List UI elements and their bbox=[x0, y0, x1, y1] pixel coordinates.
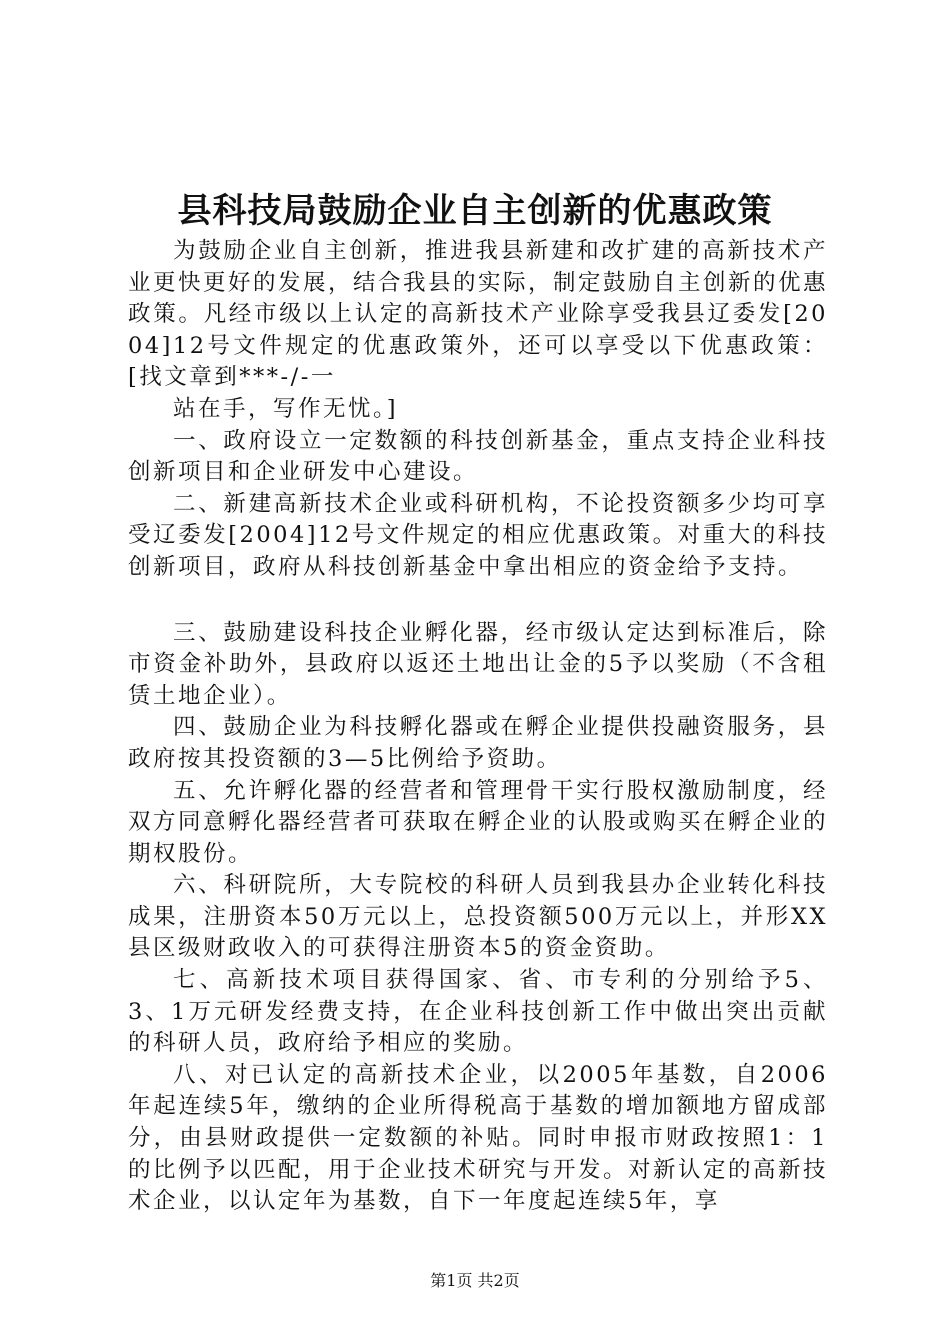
policy-item-8: 八、对已认定的高新技术企业，以2005年基数，自2006年起连续5年，缴纳的企业所得税高于基数的增加额地方留成部分，由县财政提供一定数额的补贴。同时申报市财政按照1：1的比例予以匹配，用于企业技术研究与开发。对新认定的高新技术企业，以认定年为基数，自下一年度起连续5年，享 bbox=[128, 1061, 829, 1215]
policy-item-2: 二、新建高新技术企业或科研机构，不论投资额多少均可享受辽委发[2004]12号文件规定的相应优惠政策。对重大的科技创新项目，政府从科技创新基金中拿出相应的资金给予支持。 bbox=[128, 490, 828, 580]
policy-item-1: 一、政府设立一定数额的科技创新基金，重点支持企业科技创新项目和企业研发中心建设。 bbox=[128, 427, 828, 486]
policy-item-5: 五、允许孵化器的经营者和管理骨干实行股权激励制度，经双方同意孵化器经营者可获取在孵企业的认股或购买在孵企业的期权股份。 bbox=[128, 777, 829, 867]
page-footer: 第1页 共2页 bbox=[430, 1271, 520, 1290]
policy-item-7: 七、高新技术项目获得国家、省、市专利的分别给予5、3、1万元研发经费支持，在企业科技创新工作中做出突出贡献的科研人员，政府给予相应的奖励。 bbox=[128, 967, 828, 1057]
document-body bbox=[128, 236, 828, 1218]
document-title: 县科技局鼓励企业自主创新的优惠政策 bbox=[177, 191, 773, 231]
intro-continuation: 站在手，写作无忧。] bbox=[173, 395, 399, 422]
policy-item-6: 六、科研院所，大专院校的科研人员到我县办企业转化科技成果，注册资本50万元以上，总投资额500万元以上，并形XX县区级财政收入的可获得注册资本5的资金资助。 bbox=[128, 872, 828, 962]
policy-item-4: 四、鼓励企业为科技孵化器或在孵企业提供投融资服务，县政府按其投资额的3—5比例给予资助。 bbox=[128, 714, 828, 772]
paragraph-gap bbox=[128, 584, 828, 618]
intro-paragraph: 为鼓励企业自主创新，推进我县新建和改扩建的高新技术产业更快更好的发展，结合我县的实际，制定鼓励自主创新的优惠政策。凡经市级以上认定的高新技术产业除享受我县辽委发[2004]12号文件规定的优惠政策外，还可以享受以下优惠政策：[找文章到***-/-一 bbox=[128, 238, 829, 391]
policy-item-3: 三、鼓励建设科技企业孵化器，经市级认定达到标准后，除市资金补助外，县政府以返还土地出让金的5予以奖励（不含租赁土地企业）。 bbox=[128, 619, 828, 709]
